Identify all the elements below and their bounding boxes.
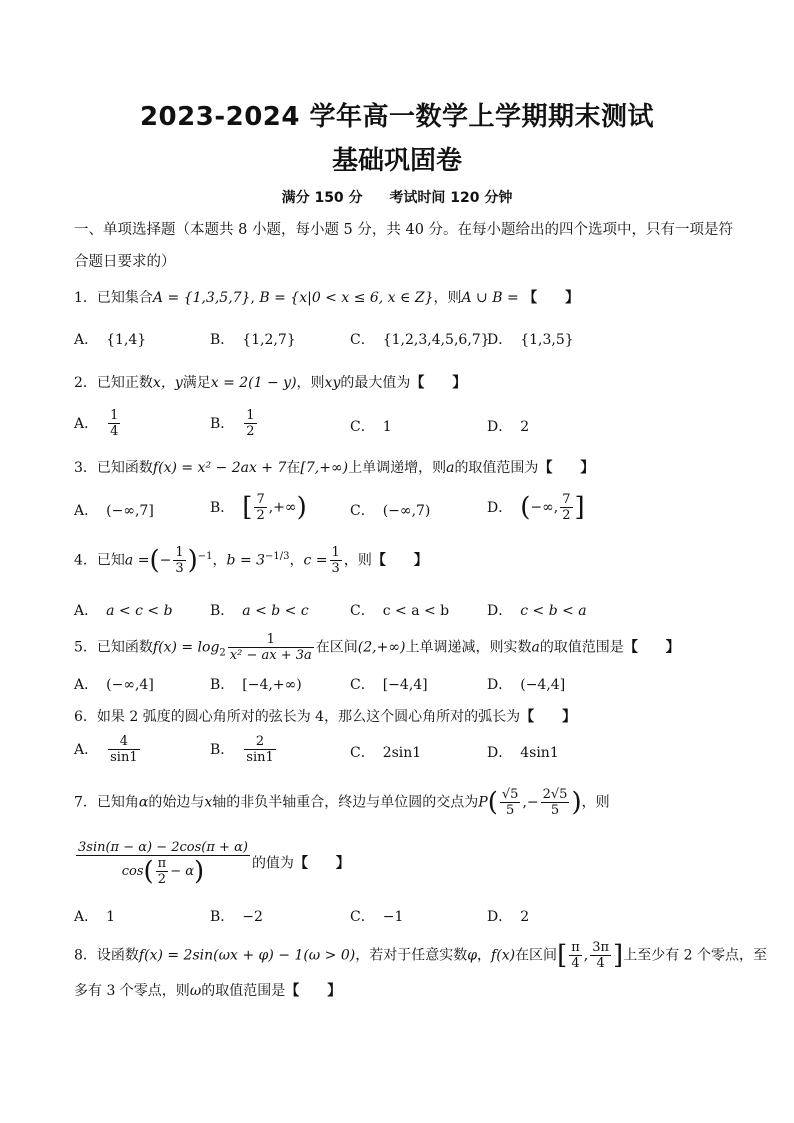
option-value: a < c < b bbox=[106, 603, 173, 619]
denominator: 2 bbox=[246, 424, 255, 439]
option-label: C． bbox=[350, 503, 375, 519]
option-label: B． bbox=[210, 603, 235, 619]
question-7: 7．已知角α的始边与x轴的非负半轴重合，终边与单位圆的交点为P( $\frac{√5}{5}$ ,− $\frac{2√5}{5}$ )，则 bbox=[74, 787, 610, 818]
q5-option-b bbox=[210, 674, 302, 694]
q6-option-a bbox=[74, 734, 142, 765]
q2-vars: x，y bbox=[152, 375, 183, 391]
close-bracket: ] bbox=[613, 940, 624, 971]
option-value: 2 bbox=[520, 909, 530, 925]
q7-post2: 的值为 bbox=[251, 855, 294, 872]
option-value: {1,2,3,4,5,6,7} bbox=[382, 332, 490, 348]
q8-mid3: 在区间 bbox=[515, 947, 558, 964]
q4-option-a bbox=[74, 600, 173, 620]
q7-option-d bbox=[487, 906, 529, 926]
open-bracket: [ bbox=[242, 492, 253, 523]
q4-a-expr: a = bbox=[124, 552, 150, 569]
option-label: C． bbox=[350, 603, 375, 619]
option-label: D． bbox=[487, 677, 513, 693]
option-label: D． bbox=[487, 332, 513, 348]
q2-ask: ，则 bbox=[296, 375, 325, 391]
exam-subtitle: 基础巩固卷 bbox=[331, 146, 462, 176]
q8-line2: 多有 3 个零点，则 bbox=[74, 983, 190, 999]
q1-expr: A ∪ B = bbox=[461, 290, 519, 306]
option-label: B． bbox=[210, 741, 235, 758]
q7-p2-fraction bbox=[541, 787, 570, 818]
q4-b-expr: b = 3 bbox=[226, 552, 266, 569]
numerator: √5 bbox=[501, 787, 519, 802]
q7-inner-fraction bbox=[156, 856, 169, 887]
numerator: π bbox=[157, 856, 167, 871]
q3-option-c bbox=[350, 500, 430, 520]
option-value: (−∞,7) bbox=[382, 503, 431, 519]
denominator: 4 bbox=[110, 424, 119, 439]
q7-mid2: 轴的非负半轴重合，终边与单位圆的交点为 bbox=[212, 794, 479, 811]
option-value: {1,4} bbox=[106, 332, 147, 348]
open-paren: ( bbox=[149, 545, 160, 576]
close-bracket: ] bbox=[574, 492, 585, 523]
option-head: −∞, bbox=[530, 499, 559, 516]
q4-b-exponent: −1/3 bbox=[265, 550, 290, 562]
option-value: −2 bbox=[242, 909, 263, 925]
denominator: 2 bbox=[256, 508, 265, 523]
q7-main-fraction bbox=[76, 840, 250, 887]
q2-answer-bracket: 【 】 bbox=[410, 375, 467, 391]
q4-options bbox=[74, 600, 734, 630]
option-label: C． bbox=[350, 332, 375, 348]
question-6 bbox=[74, 706, 734, 726]
option-value: {1,3,5} bbox=[520, 332, 574, 348]
numerator: 2 bbox=[244, 734, 275, 750]
q8-mid2: ， bbox=[477, 947, 492, 964]
q1-pre: 1．已知集合 bbox=[74, 290, 153, 306]
q8-fx: f(x) bbox=[491, 947, 516, 964]
q1-options bbox=[74, 329, 734, 359]
q6-answer-bracket: 【 】 bbox=[520, 709, 577, 725]
option-label: A． bbox=[74, 909, 99, 925]
q4-pre: 4．已知 bbox=[74, 552, 125, 569]
q5-mid: 在区间 bbox=[315, 639, 358, 656]
denominator: 3 bbox=[331, 561, 340, 576]
option-value: {1,2,7} bbox=[242, 332, 296, 348]
q1-set-a: A = {1,3,5,7} bbox=[152, 290, 251, 306]
q3-option-d bbox=[487, 492, 585, 523]
q7-var: α bbox=[138, 794, 149, 811]
q2-options bbox=[74, 408, 734, 444]
q6-option-c bbox=[350, 742, 421, 762]
question-1: 1．已知集合A = {1,3,5,7}, B = {x|0 < x ≤ 6, x ∈ Z}，则A ∪ B = 【 】 bbox=[74, 290, 580, 306]
open-bracket: [ bbox=[557, 940, 568, 971]
q4-option-d bbox=[487, 600, 587, 620]
q7-point: P bbox=[478, 794, 488, 811]
q7-answer-bracket: 【 】 bbox=[293, 855, 350, 872]
q4-a-fraction bbox=[173, 545, 185, 576]
option-label: C． bbox=[350, 419, 375, 435]
q6-option-d bbox=[487, 742, 559, 762]
numerator: 2√5 bbox=[542, 787, 568, 802]
q5-function: f(x) = log bbox=[152, 639, 220, 656]
q7-pre: 7．已知角 bbox=[74, 794, 139, 811]
question-4: 4．已知a =(− $\frac{1}{3}$ )$^{-1}$，$b = 3^{-1/3}$，c = $\frac{1}{3}$ ，则【 】 bbox=[74, 545, 428, 576]
option-value: (−4,4] bbox=[520, 677, 566, 693]
option-value: −1 bbox=[382, 909, 404, 925]
q5-pre: 5．已知函数 bbox=[74, 639, 153, 656]
q3-interval: [7,+∞) bbox=[300, 460, 349, 476]
denominator: x² − ax + 3a bbox=[229, 648, 312, 663]
q3-option-d-fraction bbox=[560, 492, 572, 523]
q8-i1-fraction bbox=[569, 940, 582, 971]
numerator: 1 bbox=[228, 632, 314, 648]
q3-option-a bbox=[74, 500, 154, 520]
q4-c-fraction bbox=[330, 545, 342, 576]
q2-expr: xy bbox=[324, 375, 341, 391]
q7-mid: 的始边与 bbox=[148, 794, 205, 811]
denominator: sin1 bbox=[110, 750, 138, 765]
q1-ask: ，则 bbox=[433, 290, 462, 306]
option-tail: ,+∞ bbox=[268, 499, 297, 516]
denominator-tail: − α bbox=[170, 864, 195, 879]
option-label: B． bbox=[210, 415, 235, 432]
q1-set-b: B = {x|0 < x ≤ 6, x ∈ Z} bbox=[259, 290, 434, 306]
q8-var2: ω bbox=[189, 983, 202, 999]
option-label: A． bbox=[74, 503, 99, 519]
q1-option-a bbox=[74, 329, 146, 349]
q2-option-a-fraction bbox=[108, 408, 120, 439]
option-label: D． bbox=[487, 419, 513, 435]
numerator: 4 bbox=[108, 734, 139, 750]
numerator: π bbox=[571, 940, 580, 955]
option-value: [−4,+∞) bbox=[242, 677, 302, 693]
q5-option-c bbox=[350, 674, 428, 694]
q2-option-a bbox=[74, 408, 122, 439]
option-label: B． bbox=[210, 332, 235, 348]
q7-axis: x bbox=[204, 794, 213, 811]
question-3 bbox=[74, 457, 734, 477]
q3-var: a bbox=[446, 460, 455, 476]
q3-post2: 的取值范围为 bbox=[454, 460, 539, 476]
option-value: 1 bbox=[382, 419, 392, 435]
q8-post: 上至少有 2 个零点，至 bbox=[623, 947, 768, 964]
q8-mid: ，若对于任意实数 bbox=[355, 947, 468, 964]
denominator bbox=[76, 856, 250, 887]
denominator: 4 bbox=[571, 956, 580, 971]
option-label: B． bbox=[210, 677, 235, 693]
q7-option-b bbox=[210, 906, 263, 926]
q5-options bbox=[74, 674, 734, 704]
numerator: 3sin(π − α) − 2cos(π + α) bbox=[78, 840, 248, 855]
question-8-line2 bbox=[74, 980, 734, 1000]
q5-answer-bracket: 【 】 bbox=[623, 639, 680, 656]
option-value: 2sin1 bbox=[382, 745, 422, 761]
q2-condition: x = 2(1 − y) bbox=[210, 375, 297, 391]
q5-post: 上单调递减，则实数 bbox=[405, 639, 532, 656]
q8-i2-fraction bbox=[590, 940, 611, 971]
q3-mid: 在 bbox=[286, 460, 301, 476]
q6-option-b bbox=[210, 734, 278, 765]
q1-answer-bracket: 【 】 bbox=[523, 290, 580, 306]
option-label: A． bbox=[74, 415, 99, 432]
option-label: B． bbox=[210, 499, 235, 516]
q4-option-b bbox=[210, 600, 309, 620]
denominator: 3 bbox=[175, 561, 184, 576]
exam-title: 2023-2024 学年高一数学上学期期末测试 bbox=[139, 102, 655, 132]
open-paren: ( bbox=[520, 492, 531, 523]
q2-option-b bbox=[210, 408, 259, 439]
q5-option-a bbox=[74, 674, 154, 694]
q3-post: 上单调递增，则 bbox=[348, 460, 447, 476]
numerator: 1 bbox=[175, 545, 184, 560]
q7-p1-fraction bbox=[500, 787, 521, 818]
q6-options bbox=[74, 734, 734, 774]
q5-interval: (2,+∞) bbox=[357, 639, 406, 656]
q4-option-c bbox=[350, 600, 449, 620]
q8-answer-bracket: 【 】 bbox=[285, 983, 342, 999]
numerator: 3π bbox=[592, 940, 610, 955]
q2-post: 的最大值为 bbox=[340, 375, 411, 391]
q8-pre: 8．设函数 bbox=[74, 947, 139, 964]
q5-option-d bbox=[487, 674, 565, 694]
option-label: B． bbox=[210, 909, 235, 925]
q5-post2: 的取值范围是 bbox=[539, 639, 624, 656]
q2-option-d bbox=[487, 416, 529, 436]
open-paren: ( bbox=[487, 787, 498, 818]
denominator-head: cos bbox=[121, 864, 144, 879]
denominator: sin1 bbox=[246, 750, 274, 765]
option-value: [−4,4] bbox=[382, 677, 428, 693]
option-label: A． bbox=[74, 677, 99, 693]
q4-a-exponent: −1 bbox=[197, 550, 213, 562]
q7-options bbox=[74, 906, 734, 936]
option-value: (−∞,4] bbox=[106, 677, 154, 693]
q1-option-d bbox=[487, 329, 574, 349]
option-value: c < a < b bbox=[382, 603, 450, 619]
denominator: 2 bbox=[562, 508, 571, 523]
q2-option-b-fraction bbox=[244, 408, 256, 439]
question-2 bbox=[74, 372, 734, 392]
option-label: C． bbox=[350, 677, 375, 693]
q1-option-b bbox=[210, 329, 296, 349]
option-value: 1 bbox=[106, 909, 116, 925]
question-5 bbox=[74, 632, 734, 663]
option-label: D． bbox=[487, 499, 513, 516]
q3-option-b bbox=[210, 492, 307, 523]
numerator: 7 bbox=[256, 492, 265, 507]
question-7-line2 bbox=[74, 840, 734, 887]
q8-function: f(x) = 2sin(ωx + φ) − 1(ω > 0) bbox=[138, 947, 356, 964]
q2-option-c bbox=[350, 416, 392, 436]
numerator: 7 bbox=[562, 492, 571, 507]
denominator: 4 bbox=[596, 956, 605, 971]
q3-option-b-fraction bbox=[254, 492, 266, 523]
q5-var: a bbox=[531, 639, 540, 656]
close-paren: ) bbox=[187, 545, 198, 576]
q8-var: φ bbox=[467, 947, 478, 964]
q4-c-expr: c = bbox=[303, 552, 328, 569]
question-8: 8．设函数f(x) = 2sin(ωx + φ) − 1(ω > 0)，若对于任意实数φ，f(x)在区间[ $\frac{\pi}{4}$ , $\frac{3\pi}{4}$ ]上至少有 2 个零点，至 bbox=[74, 940, 768, 971]
close-paren: ) bbox=[571, 787, 582, 818]
option-value: 4sin1 bbox=[520, 745, 559, 761]
q2-mid: 满足 bbox=[182, 375, 211, 391]
q3-options bbox=[74, 492, 734, 532]
numerator: 1 bbox=[331, 545, 340, 560]
score-info: 满分 150 分 bbox=[281, 190, 363, 206]
section-heading: 一、单项选择题（本题共 8 小题，每小题 5 分，共 40 分。在每小题给出的四个选项中，只有一项是符合题日要求的） bbox=[74, 222, 734, 270]
denominator: 2 bbox=[157, 872, 167, 887]
numerator: 1 bbox=[110, 408, 119, 423]
q6-option-b-fraction bbox=[244, 734, 275, 765]
option-label: D． bbox=[487, 909, 513, 925]
q2-pre: 2．已知正数 bbox=[74, 375, 153, 391]
option-label: C． bbox=[350, 909, 375, 925]
q4-post: ，则 bbox=[343, 552, 372, 569]
option-label: C． bbox=[350, 745, 375, 761]
q3-function: f(x) = x² − 2ax + 7 bbox=[152, 460, 287, 476]
exam-meta bbox=[0, 187, 794, 207]
open-paren: ( bbox=[143, 856, 154, 887]
option-value: a < b < c bbox=[242, 603, 309, 619]
q5-fraction bbox=[228, 632, 314, 663]
q4-answer-bracket: 【 】 bbox=[371, 552, 428, 569]
q7-post: ，则 bbox=[581, 794, 610, 811]
q7-option-c bbox=[350, 906, 403, 926]
option-value: (−∞,7] bbox=[106, 503, 154, 519]
close-paren: ) bbox=[194, 856, 205, 887]
option-label: A． bbox=[74, 741, 99, 758]
q6-text: 6．如果 2 弧度的圆心角所对的弦长为 4，那么这个圆心角所对的弧长为 bbox=[74, 709, 521, 725]
q8-post2: 的取值范围是 bbox=[201, 983, 286, 999]
denominator: 5 bbox=[550, 803, 560, 818]
q5-log-base: 2 bbox=[219, 647, 226, 659]
q6-option-a-fraction bbox=[108, 734, 139, 765]
option-label: D． bbox=[487, 603, 513, 619]
option-label: A． bbox=[74, 332, 99, 348]
close-paren: ) bbox=[296, 492, 307, 523]
q3-answer-bracket: 【 】 bbox=[538, 460, 595, 476]
option-value: 2 bbox=[520, 419, 530, 435]
q7-option-a bbox=[74, 906, 115, 926]
time-info: 考试时间 120 分钟 bbox=[389, 190, 513, 206]
option-value: c < b < a bbox=[520, 603, 587, 619]
q1-option-c bbox=[350, 329, 490, 349]
numerator: 1 bbox=[246, 408, 255, 423]
denominator: 5 bbox=[506, 803, 515, 818]
option-label: A． bbox=[74, 603, 99, 619]
option-label: D． bbox=[487, 745, 513, 761]
q3-pre: 3．已知函数 bbox=[74, 460, 153, 476]
